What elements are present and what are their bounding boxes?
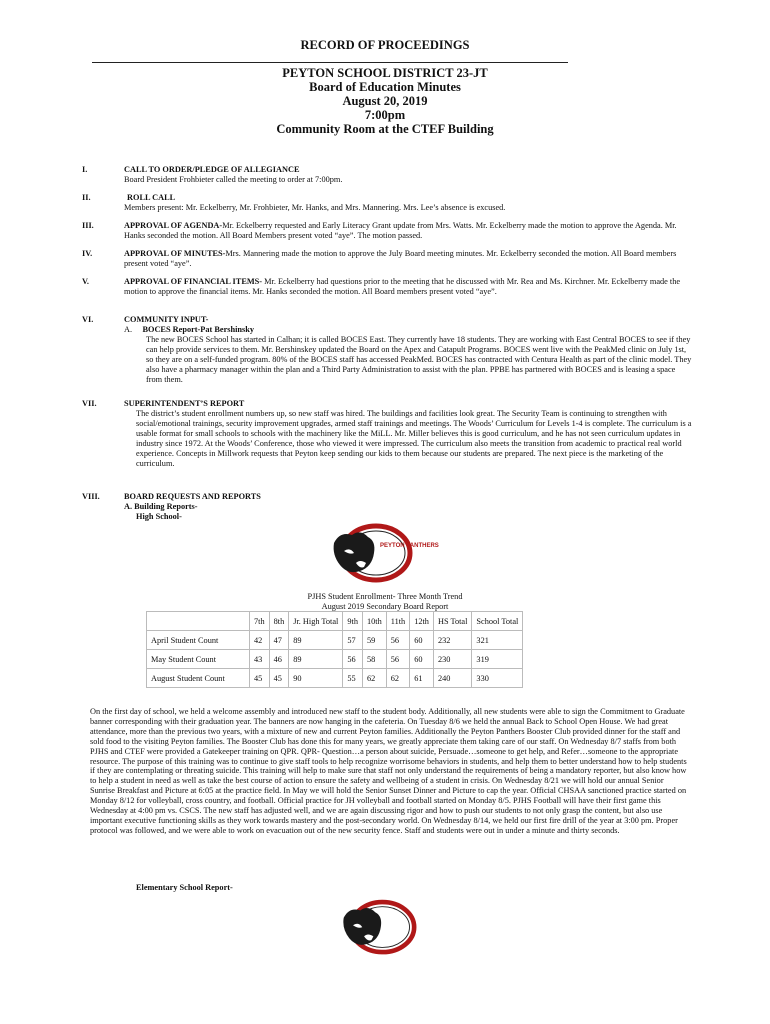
high-school-report-text: On the first day of school, we held a welcome assembly and introduced new staff to the student body. Additionally, all new students were able to sign the Commitment to Graduate banner corresponding with their graduation year. The banners are now hanging in the cafeteria. On Tuesday 8/6 we held the annual Back to School Open House. We had great attendance, more than the previous two years, with a mixture of new and current Peyton families. Additionally the Peyton Panthers Booster Club provided dinner for the staff and sold food to the visiting Peyton families. The Booster Club has done this for many years, we greatly appreciate them taking care of our staff. On Wednesday 8/7 staffs from both PJHS and CTEF were provided a Gatekeeper training on QPR. QPR- Question…a person about suicide, Persuade…someone to get help, and Refer…someone to the appropriate resource. The purpose of this training was to continue to give staff tools to help recognize worrisome behaviors in students, and help them to better understand how to help students if they are contemplating or threating suicide. This training will help to make sure that staff not only understand the requirements of being a mandatory reporter, but also know how to help a student in need as well as take the best course of action to ensure the safety and wellbeing of a student in crisis. On Wednesday 8/21 we will hold our annual Senior Sunrise Breakfast and Picture at 6:05 at the practice field. In May we will hold the Senior Sunset Dinner and Picture to cap the year. Official CHSAA sanctioned practice started on Monday 8/12 for volleyball, cross country, and football. Official practice for JH volleyball and football started on Monday 8/5. PJHS Football will have their first game this Wednesday at 4:00 pm vs. CSCS. The new staff has adjusted well, and we are again discussing rigor and how to push our students to not only grasp the content, but also use important executive functioning skills as they work towards mastery and the post-secondary world. On Wednesday 8/14, we held our first fire drill of the year at 3:00 pm. Proper protocol was followed, and we were able to work on evacuation out of the new security fence. Staff and students were out in under a minute and thirty seconds. [90, 707, 687, 835]
section-heading: COMMUNITY INPUT- [124, 315, 209, 324]
section-number: VI. [82, 315, 94, 324]
table-row [147, 669, 523, 688]
panther-logo-icon-2 [340, 899, 416, 957]
table-cell: 319 [472, 650, 523, 669]
section-text: Mr. Eckelberry requested and Early Literacy Grant update from Mrs. Watts. Mr. Eckelberry made the motion to approve the Agenda. Mr. Hanks seconded the motion. All Board Members present voted “aye”. The motion passed. [124, 221, 677, 240]
table-cell: 56 [386, 631, 409, 650]
table-header-cell: 11th [386, 612, 409, 631]
table-row [147, 650, 523, 669]
table-cell: 57 [343, 631, 363, 650]
table-header-cell: 12th [410, 612, 434, 631]
table-row [147, 631, 523, 650]
record-title: RECORD OF PROCEEDINGS [300, 38, 470, 52]
meeting-date: August 20, 2019 [342, 94, 428, 108]
table-cell: 60 [410, 650, 434, 669]
section-number: II. [82, 193, 91, 202]
section-heading: SUPERINTENDENT’S REPORT [124, 399, 245, 408]
section-heading: APPROVAL OF FINANCIAL ITEMS- [124, 277, 263, 286]
section-text: Mrs. Mannering made the motion to approve the July Board meeting minutes. Mr. Eckelberry seconded the motion. All Board members present voted “aye”. [124, 249, 677, 268]
row-label-cell: August Student Count [147, 669, 250, 688]
subsection-heading: BOCES Report-Pat Bershinsky [142, 325, 255, 334]
table-cell: 59 [362, 631, 386, 650]
table-cell: 45 [250, 669, 270, 688]
section-heading: APPROVAL OF MINUTES- [124, 249, 226, 258]
section-number: I. [82, 165, 88, 174]
table-cell: 232 [433, 631, 471, 650]
table-cell: 60 [410, 631, 434, 650]
section-heading: CALL TO ORDER/PLEDGE OF ALLEGIANCE [124, 165, 300, 174]
table-header-row [147, 612, 523, 631]
logo-text: PEYTON PANTHERS [380, 543, 439, 549]
table-cell: 61 [410, 669, 434, 688]
table-cell: 56 [386, 650, 409, 669]
panther-logo-icon [330, 523, 439, 585]
table-cell: 240 [433, 669, 471, 688]
table-header-cell: 8th [269, 612, 289, 631]
table-cell: 56 [343, 650, 363, 669]
subsection-heading: A. Building Reports- [124, 502, 198, 511]
section-heading: ROLL CALL [127, 193, 176, 202]
meeting-time: 7:00pm [364, 108, 406, 122]
table-cell: 89 [289, 650, 343, 669]
section-number: V. [82, 277, 89, 286]
table-cell: 90 [289, 669, 343, 688]
section-text: The district’s student enrollment numbers up, so new staff was hired. The buildings and facilities look great. The Security Team is continuing to strengthen with social/emotional trainings, security improvement upgrades, armed staff trainings and meetings. The Woods’ Curriculum for Levels 1-4 is complete. The curriculum is a usable format for small schools to schools with the machinery like the MiLL. Mr. Miller believes this is good curriculum, and he has not seen curriculum updates in industry since 1972. At the Woods’ Conference, those who viewed it were impressed. The curriculum also meets the transition from academic to practical real world experience. Concepts in Millwork requests that Peyton keep sending our kids to them because our students are prepared. The next piece is the marketing of the curriculum. [136, 409, 692, 468]
section-number: III. [82, 221, 94, 230]
section-number: VIII. [82, 492, 100, 501]
enrollment-table [146, 611, 523, 688]
table-header-cell [147, 612, 250, 631]
row-label-cell: April Student Count [147, 631, 250, 650]
table-cell: 45 [269, 669, 289, 688]
section-heading: APPROVAL OF AGENDA- [124, 221, 223, 230]
table-header-cell: 10th [362, 612, 386, 631]
table-cell: 330 [472, 669, 523, 688]
table-cell: 58 [362, 650, 386, 669]
section-number: VII. [82, 399, 97, 408]
section-text: Board President Frohbieter called the meeting to order at 7:00pm. [124, 175, 343, 184]
table-cell: 42 [250, 631, 270, 650]
elementary-report-heading: Elementary School Report- [136, 883, 233, 892]
section-text: Mr. Eckelberry had questions prior to the meeting that he discussed with Mr. Rea and Ms. Kirchner. Mr. Eckelberry made the motion to approve the financial items. Mr. Hanks seconded the motion. All Board members present voted “aye”. [124, 277, 681, 296]
subsection-label: A. [124, 325, 133, 334]
header-rule [92, 62, 568, 63]
board-title: Board of Education Minutes [309, 80, 461, 94]
table-cell: 55 [343, 669, 363, 688]
table-cell: 321 [472, 631, 523, 650]
district-name: PEYTON SCHOOL DISTRICT 23-JT [282, 66, 488, 80]
table-cell: 230 [433, 650, 471, 669]
table-header-cell: HS Total [433, 612, 471, 631]
table-header-cell: Jr. High Total [289, 612, 343, 631]
trend-title: PJHS Student Enrollment- Three Month Trend [307, 592, 463, 601]
row-label-cell: May Student Count [147, 650, 250, 669]
meeting-location: Community Room at the CTEF Building [276, 122, 494, 136]
section-number: IV. [82, 249, 93, 258]
table-header-cell: 7th [250, 612, 270, 631]
table-cell: 62 [362, 669, 386, 688]
trend-subtitle: August 2019 Secondary Board Report [321, 602, 449, 611]
table-cell: 43 [250, 650, 270, 669]
section-text: The new BOCES School has started in Calhan; it is called BOCES East. They currently have 18 students. They are working with East Central BOCES to see if they can help provide services to them. Mr. Bershinskey updated the Board on the Apex and Catapult Programs. BOCES went live with the PeakMed clinic on July 1st, so they are on a self-funded program. 80% of the BOCES staff has accessed PeakMed. BOCES has contracted with Centura Health as part of the clinic model. They also have a pharmacy manager within the plan and a Third Party Administration to assist with the plan. PPBE has partnered with BOCES and is leasing a space from them. [146, 335, 692, 384]
section-heading: BOARD REQUESTS AND REPORTS [124, 492, 261, 501]
table-header-cell: School Total [472, 612, 523, 631]
table-cell: 47 [269, 631, 289, 650]
table-cell: 89 [289, 631, 343, 650]
section-text: Members present: Mr. Eckelberry, Mr. Frohbieter, Mr. Hanks, and Mrs. Mannering. Mrs. Lee’s absence is excused. [124, 203, 506, 212]
table-cell: 62 [386, 669, 409, 688]
subsection-heading-2: High School- [136, 512, 182, 521]
table-header-cell: 9th [343, 612, 363, 631]
table-cell: 46 [269, 650, 289, 669]
